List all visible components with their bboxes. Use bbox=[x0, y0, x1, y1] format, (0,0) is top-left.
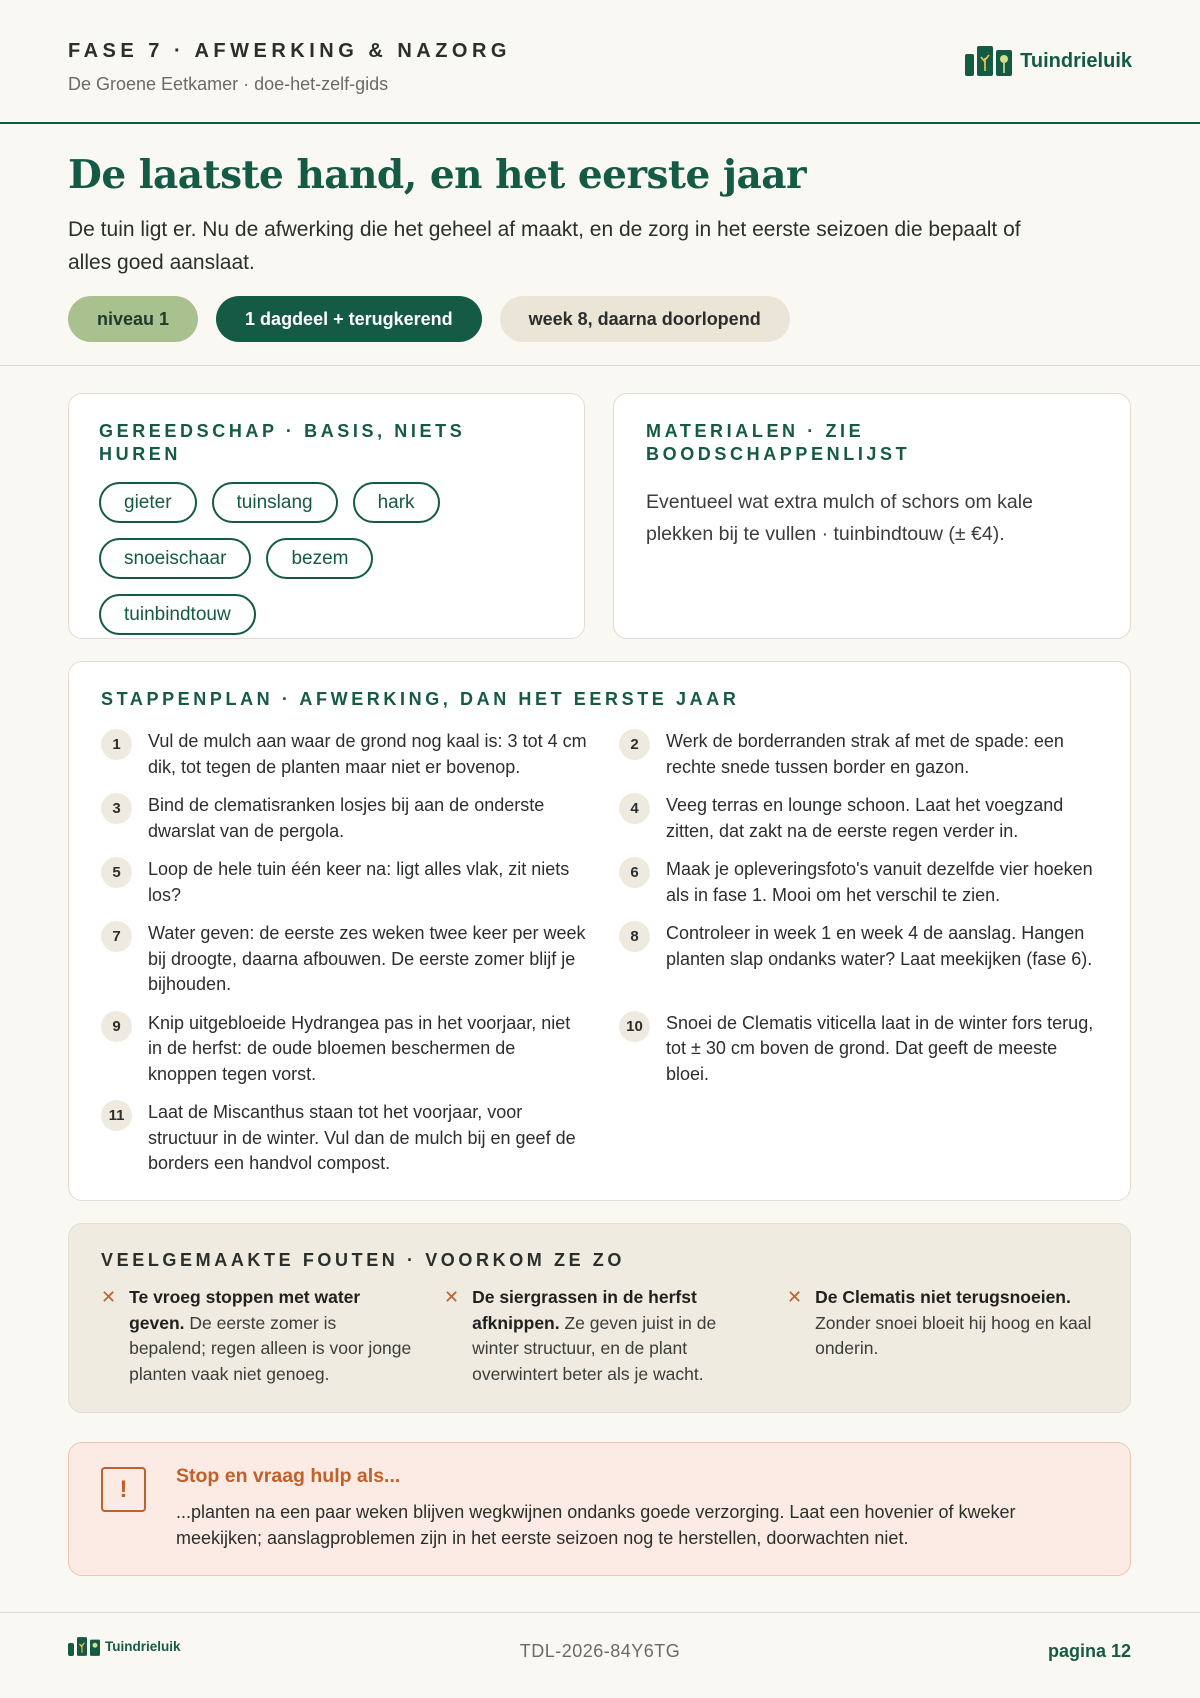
page-footer bbox=[0, 1612, 1200, 1698]
week-badge: week 8, daarna doorlopend bbox=[500, 296, 790, 342]
common-mistakes-panel bbox=[68, 1223, 1131, 1413]
brand-logo bbox=[965, 46, 1132, 76]
warning-icon: ! bbox=[101, 1467, 146, 1512]
step-text: Veeg terras en lounge schoon. Laat het voegzand zitten, dat zakt na de eerste regen verder in. bbox=[666, 795, 1064, 841]
tool-chip: bezem bbox=[266, 538, 373, 579]
cross-icon: ✕ bbox=[444, 1287, 460, 1307]
tools-list bbox=[99, 482, 499, 635]
step-number: 3 bbox=[101, 793, 132, 824]
mistakes-list bbox=[101, 1285, 1098, 1387]
mistake-text bbox=[472, 1285, 757, 1387]
phase-label: FASE 7 · AFWERKING & NAZORG bbox=[68, 40, 511, 62]
mistake-heading: Te vroeg stoppen met water geven. bbox=[129, 1287, 361, 1333]
step-number: 7 bbox=[101, 921, 132, 952]
mistakes-title: VEELGEMAAKTE FOUTEN · VOORKOM ZE ZO bbox=[101, 1250, 626, 1270]
step-number: 9 bbox=[101, 1011, 132, 1042]
steps-card bbox=[68, 661, 1131, 1201]
step-text: Water geven: de eerste zes weken twee keer per week bij droogte, daarna afbouwen. De eerste zomer blijf je bijhouden. bbox=[148, 923, 586, 994]
step-number: 5 bbox=[101, 857, 132, 888]
time-badge: 1 dagdeel + terugkerend bbox=[216, 296, 482, 342]
steps-list bbox=[101, 729, 1098, 1190]
step-number: 10 bbox=[619, 1011, 650, 1042]
meta-pills bbox=[68, 296, 790, 342]
steps-title: STAPPENPLAN · AFWERKING, DAN HET EERSTE JAAR bbox=[101, 689, 740, 709]
section-divider bbox=[0, 365, 1200, 366]
tools-title: GEREEDSCHAP · BASIS, NIETS HUREN bbox=[99, 421, 466, 464]
intro-text: De tuin ligt er. Nu de afwerking die het geheel af maakt, en de zorg in het eerste seizoen die bepaalt of alles goed aanslaat. bbox=[68, 218, 1021, 274]
step-text: Controleer in week 1 en week 4 de aanslag. Hangen planten slap ondanks water? Laat meekijken (fase 6). bbox=[666, 923, 1093, 969]
step-text: Vul de mulch aan waar de grond nog kaal is: 3 tot 4 cm dik, tot tegen de planten maar niet er bovenop. bbox=[148, 731, 587, 777]
step-text: Snoei de Clematis viticella laat in de winter fors terug, tot ± 30 cm boven de grond. Dat geeft de meeste bloei. bbox=[666, 1012, 1094, 1084]
step-item bbox=[619, 1011, 1105, 1088]
tool-chip: tuinslang bbox=[212, 482, 338, 523]
step-text: Maak je opleveringsfoto's vanuit dezelfde vier hoeken als in fase 1. Mooi om het verschil te zien. bbox=[666, 859, 1093, 905]
tool-chip: snoeischaar bbox=[99, 538, 251, 579]
step-item bbox=[101, 921, 587, 998]
step-item bbox=[619, 729, 1105, 780]
alert-title: Stop en vraag hulp als... bbox=[176, 1465, 401, 1487]
guide-subtitle: De Groene Eetkamer · doe-het-zelf-gids bbox=[68, 74, 389, 94]
mistake-body: De eerste zomer is bepalend; regen alleen is voor jonge planten vaak niet genoeg. bbox=[129, 1312, 412, 1384]
step-number: 4 bbox=[619, 793, 650, 824]
page-title: De laatste hand, en het eerste jaar bbox=[68, 152, 807, 198]
tool-chip: tuinbindtouw bbox=[99, 594, 256, 635]
step-item bbox=[619, 921, 1105, 998]
level-badge: niveau 1 bbox=[68, 296, 198, 342]
mistake-body: Zonder snoei bloeit hij hoog en kaal onderin. bbox=[815, 1312, 1092, 1358]
help-alert bbox=[68, 1442, 1131, 1576]
document-code: TDL-2026-84Y6TG bbox=[519, 1641, 681, 1661]
step-number: 6 bbox=[619, 857, 650, 888]
materials-card bbox=[613, 393, 1131, 639]
step-item bbox=[101, 857, 587, 908]
mistake-text bbox=[129, 1285, 414, 1387]
cross-icon: ✕ bbox=[787, 1287, 803, 1307]
footer-brand-name: Tuindrieluik bbox=[105, 1639, 181, 1654]
materials-title: MATERIALEN · ZIE BOODSCHAPPENLIJST bbox=[646, 421, 911, 464]
step-item bbox=[101, 1011, 587, 1088]
mistake-item bbox=[444, 1285, 757, 1387]
tool-chip: hark bbox=[353, 482, 440, 523]
step-number: 2 bbox=[619, 729, 650, 760]
step-item bbox=[101, 729, 587, 780]
tool-chip: gieter bbox=[99, 482, 197, 523]
logo-mark-icon bbox=[965, 46, 1012, 76]
tools-card bbox=[68, 393, 585, 639]
step-item bbox=[101, 1100, 587, 1177]
step-text: Werk de borderranden strak af met de spade: een rechte snede tussen border en gazon. bbox=[666, 731, 1064, 777]
page-header bbox=[0, 0, 1200, 124]
mistake-body: Ze geven juist in de winter structuur, en de plant overwintert beter als je wacht. bbox=[472, 1312, 717, 1384]
cross-icon: ✕ bbox=[101, 1287, 117, 1307]
mistake-heading: De Clematis niet terugsnoeien. bbox=[815, 1287, 1071, 1307]
step-text: Laat de Miscanthus staan tot het voorjaar, voor structuur in de winter. Vul dan de mulch bij en geef de borders een handvol compost. bbox=[148, 1102, 576, 1173]
mistake-item bbox=[787, 1285, 1100, 1387]
materials-text: Eventueel wat extra mulch of schors om kale plekken bij te vullen · tuinbindtouw (± €4). bbox=[646, 491, 1033, 545]
step-text: Loop de hele tuin één keer na: ligt alles vlak, zit niets los? bbox=[148, 859, 570, 905]
brand-name: Tuindrieluik bbox=[1020, 49, 1132, 72]
step-number: 11 bbox=[101, 1100, 132, 1131]
mistake-text bbox=[815, 1285, 1100, 1387]
step-item bbox=[619, 857, 1105, 908]
step-item bbox=[101, 793, 587, 844]
step-text: Knip uitgebloeide Hydrangea pas in het voorjaar, niet in de herfst: de oude bloemen beschermen de knoppen tegen vorst. bbox=[148, 1012, 571, 1084]
mistake-heading: De siergrassen in de herfst afknippen. bbox=[472, 1287, 697, 1333]
mistake-item bbox=[101, 1285, 414, 1387]
step-text: Bind de clematisranken losjes bij aan de onderste dwarslat van de pergola. bbox=[148, 795, 545, 841]
step-number: 8 bbox=[619, 921, 650, 952]
step-item bbox=[619, 793, 1105, 844]
page-number: pagina 12 bbox=[1047, 1641, 1131, 1661]
alert-text: ...planten na een paar weken blijven wegkwijnen ondanks goede verzorging. Laat een hovenier of kweker meekijken; aanslagproblemen zijn in het eerste seizoen nog te herstellen, doorwachten niet. bbox=[176, 1502, 1016, 1548]
step-number: 1 bbox=[101, 729, 132, 760]
